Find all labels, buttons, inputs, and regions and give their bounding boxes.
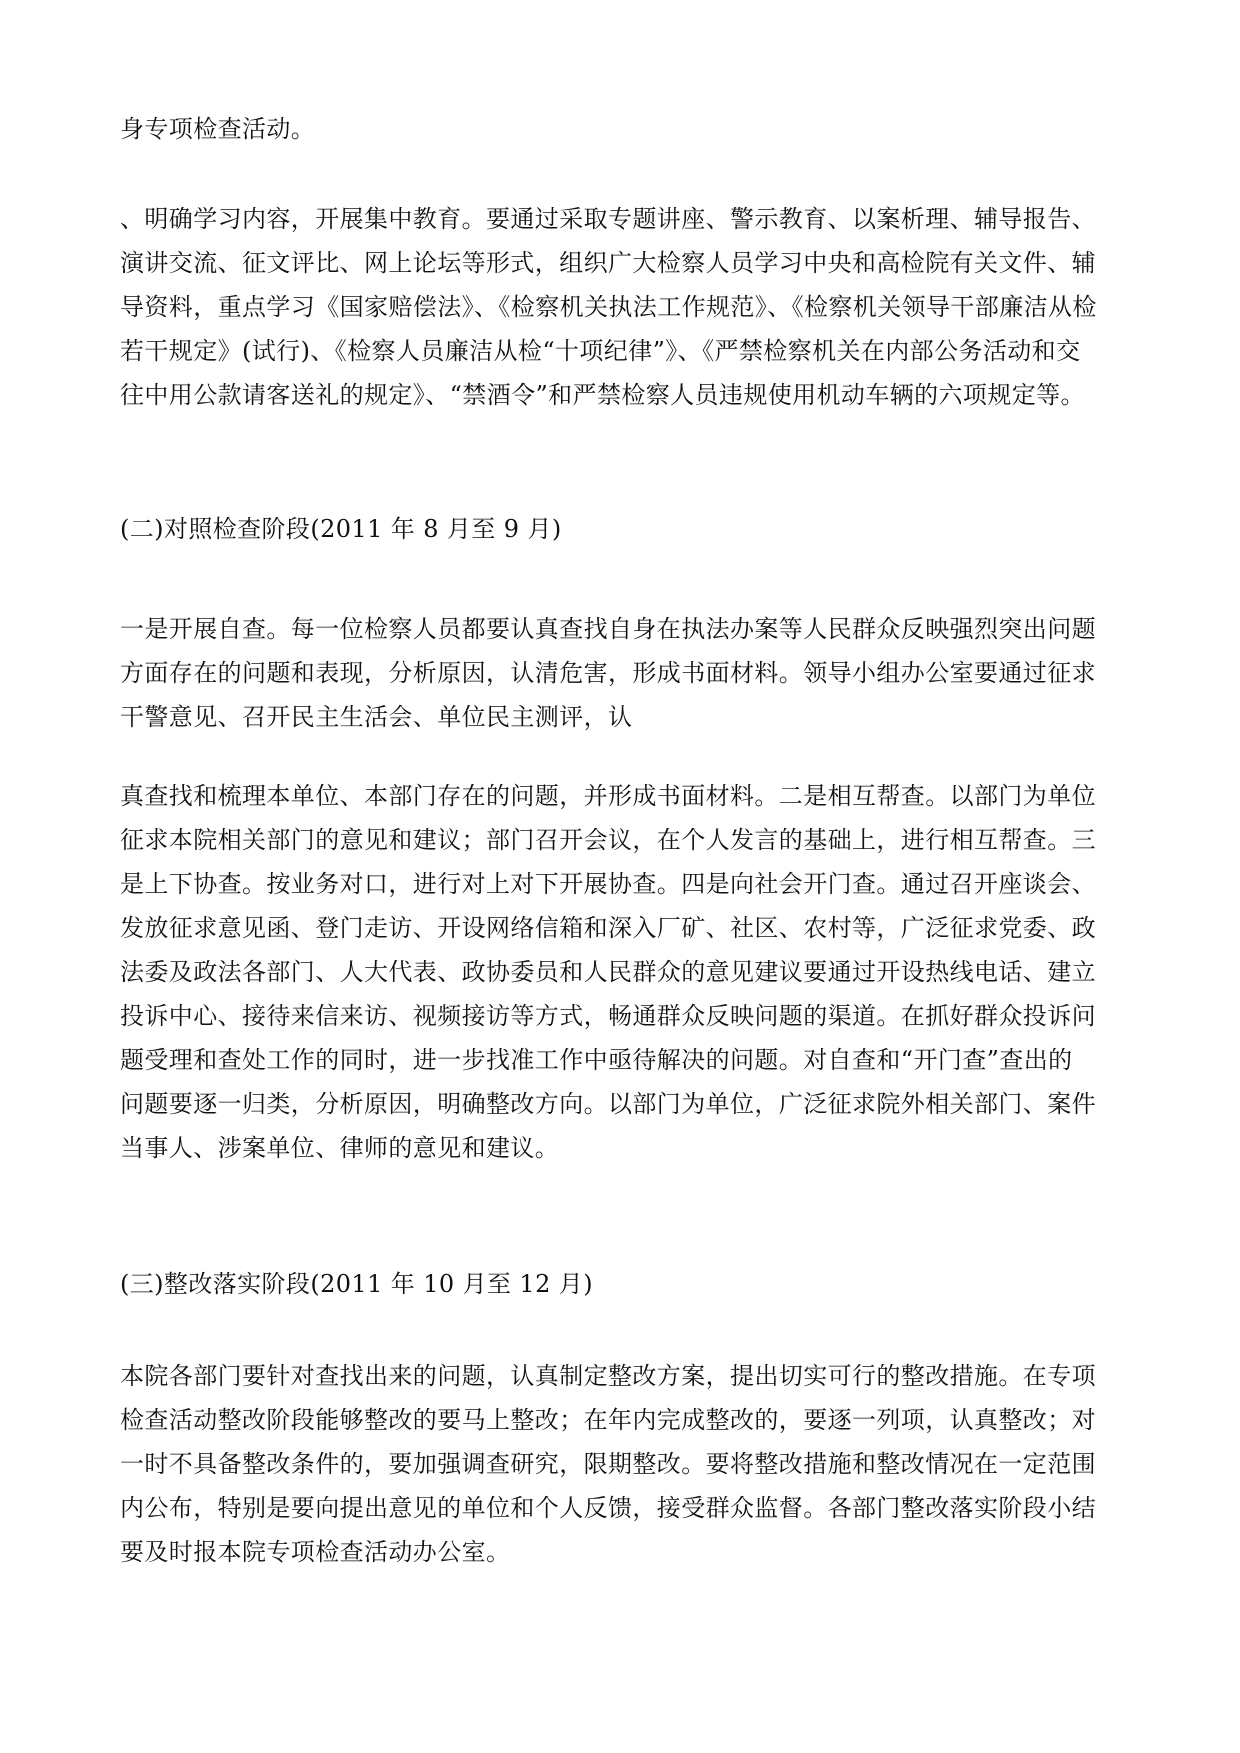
text-line: (三)整改落实阶段(2011 年 10 月至 12 月) <box>120 1270 593 1298</box>
text-line: 题受理和查处工作的同时，进一步找准工作中亟待解决的问题。对自查和“开门查”查出的 <box>120 1046 1073 1074</box>
text-line: 演讲交流、征文评比、网上论坛等形式，组织广大检察人员学习中央和高检院有关文件、辅 <box>120 249 1096 277</box>
text-line: 当事人、涉案单位、律师的意见和建议。 <box>120 1134 560 1162</box>
paragraph-study-content <box>120 197 1130 417</box>
text-line: 检查活动整改阶段能够整改的要马上整改；在年内完成整改的，要逐一列项，认真整改；对 <box>120 1406 1096 1434</box>
text-line: 是上下协查。按业务对口，进行对上对下开展协查。四是向社会开门查。通过召开座谈会、 <box>120 870 1096 898</box>
text-line: 若干规定》(试行)、《检察人员廉洁从检“十项纪律”》、《严禁检察机关在内部公务活动和交 <box>120 337 1081 365</box>
text-line: 问题要逐一归类，分析原因，明确整改方向。以部门为单位，广泛征求院外相关部门、案件 <box>120 1090 1096 1118</box>
section-heading-stage-two <box>120 507 1130 551</box>
text-line: 征求本院相关部门的意见和建议；部门召开会议，在个人发言的基础上，进行相互帮查。三 <box>120 826 1096 854</box>
text-line: 法委及政法各部门、人大代表、政协委员和人民群众的意见建议要通过开设热线电话、建立 <box>120 958 1096 986</box>
text-line: 内公布，特别是要向提出意见的单位和个人反馈，接受群众监督。各部门整改落实阶段小结 <box>120 1494 1096 1522</box>
paragraph-rectification <box>120 1354 1130 1574</box>
text-line: 要及时报本院专项检查活动办公室。 <box>120 1538 511 1566</box>
text-line: (二)对照检查阶段(2011 年 8 月至 9 月) <box>120 515 562 543</box>
text-line: 、明确学习内容，开展集中教育。要通过采取专题讲座、警示教育、以案析理、辅导报告、 <box>120 205 1096 233</box>
text-line: 导资料，重点学习《国家赔偿法》、《检察机关执法工作规范》、《检察机关领导干部廉洁从检 <box>120 293 1097 321</box>
paragraph-self-check <box>120 607 1130 739</box>
paragraph-intro-tail <box>120 107 1130 151</box>
text-line: 一时不具备整改条件的，要加强调查研究，限期整改。要将整改措施和整改情况在一定范围 <box>120 1450 1096 1478</box>
text-line: 投诉中心、接待来信来访、视频接访等方式，畅通群众反映问题的渠道。在抓好群众投诉问 <box>120 1002 1096 1030</box>
text-line: 干警意见、召开民主生活会、单位民主测评，认 <box>120 703 633 731</box>
paragraph-mutual-check <box>120 774 1130 1170</box>
text-line: 一是开展自查。每一位检察人员都要认真查找自身在执法办案等人民群众反映强烈突出问题 <box>120 615 1096 643</box>
text-line: 身专项检查活动。 <box>120 115 316 143</box>
text-line: 发放征求意见函、登门走访、开设网络信箱和深入厂矿、社区、农村等，广泛征求党委、政 <box>120 914 1096 942</box>
text-line: 真查找和梳理本单位、本部门存在的问题，并形成书面材料。二是相互帮查。以部门为单位 <box>120 782 1096 810</box>
text-line: 本院各部门要针对查找出来的问题，认真制定整改方案，提出切实可行的整改措施。在专项 <box>120 1362 1096 1390</box>
text-line: 往中用公款请客送礼的规定》、“禁酒令”和严禁检察人员违规使用机动车辆的六项规定等。 <box>120 381 1085 409</box>
text-line: 方面存在的问题和表现，分析原因，认清危害，形成书面材料。领导小组办公室要通过征求 <box>120 659 1096 687</box>
section-heading-stage-three <box>120 1262 1130 1306</box>
